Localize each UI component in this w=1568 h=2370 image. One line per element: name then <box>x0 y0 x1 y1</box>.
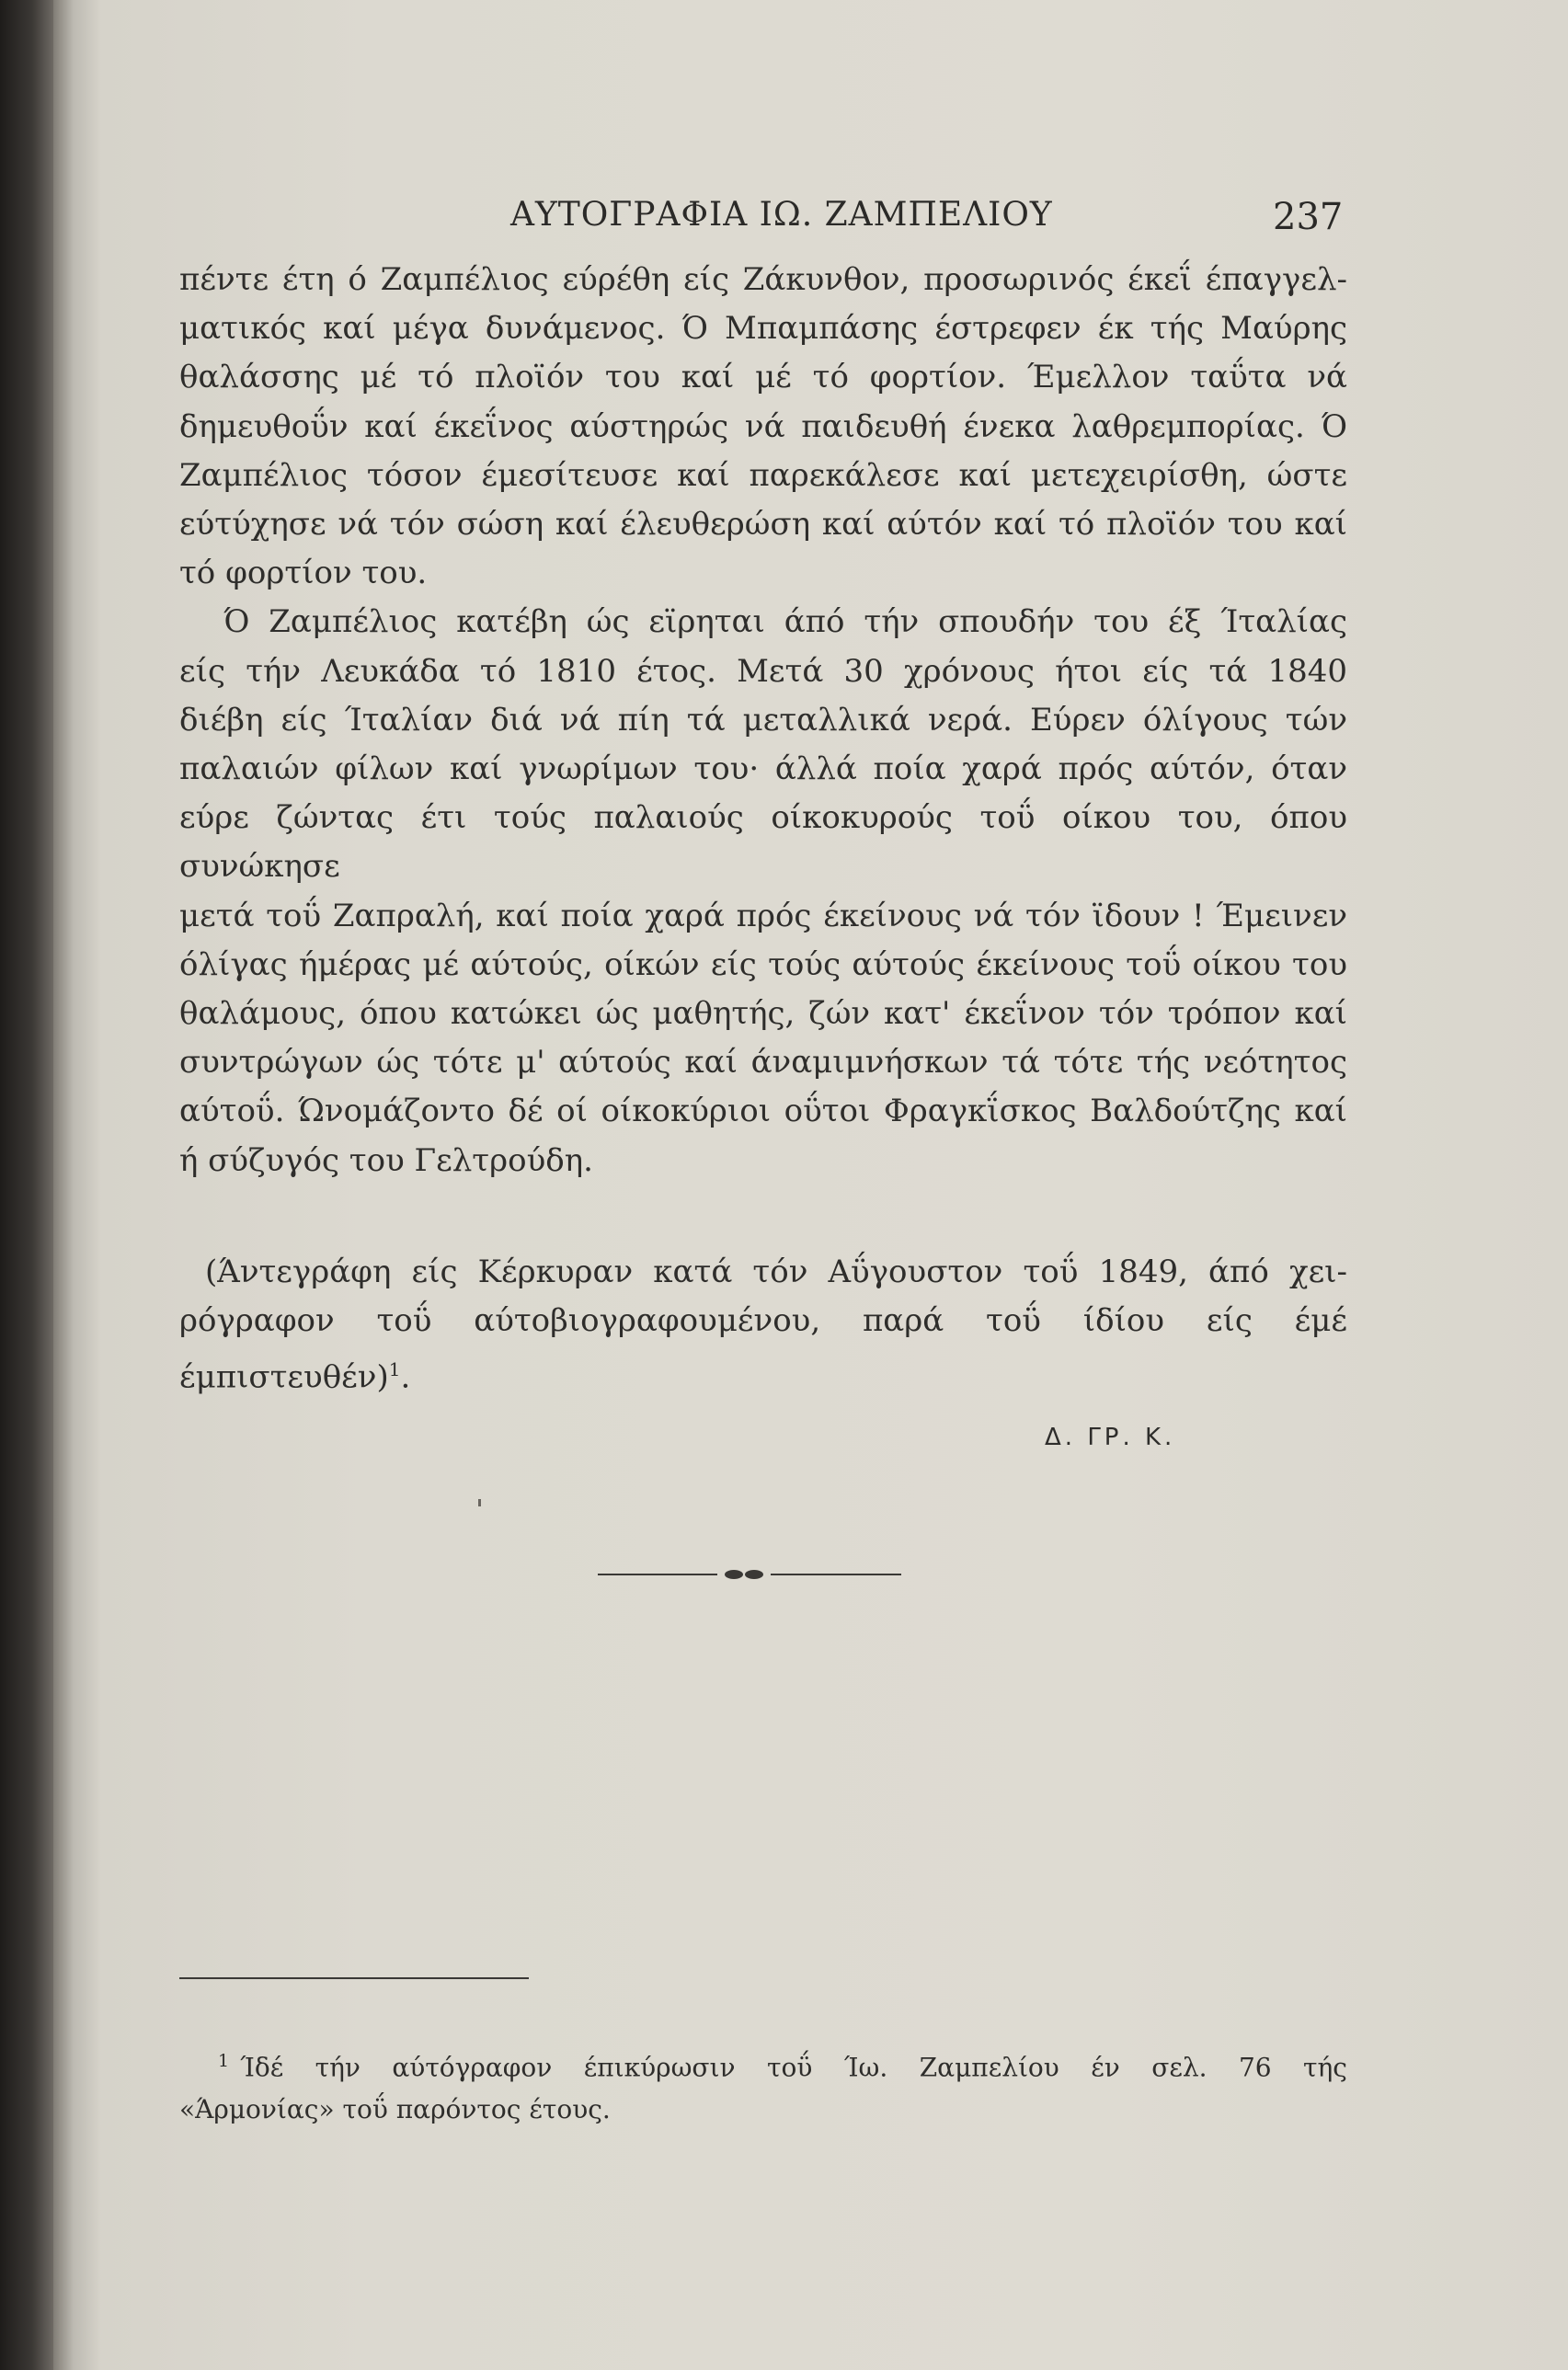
end-punctuation: . <box>400 1358 411 1396</box>
text-line: ή σύζυγός του Γελτρούδη. <box>179 1141 593 1179</box>
book-binding-shadow <box>0 0 53 2370</box>
footnote-marker: 1 <box>218 2051 230 2071</box>
text-line: θαλάμους, όπου κατώκει ώς μαθητής, ζών κατ' έκεΐνον τόν τρόπον καί <box>179 995 1347 1033</box>
paragraph-2 <box>179 598 1347 1185</box>
text-line: διέβη είς Ίταλίαν διά νά πίη τά μεταλλικά νερά. Εύρεν όλίγους τών <box>179 701 1347 738</box>
text-line: ματικός καί μέγα δυνάμενος. Ό Μπαμπάσης έστρεφεν έκ τής Μαύρης <box>179 310 1347 348</box>
text-line: μετά τοΰ Ζαπραλή, καί ποία χαρά πρός έκείνους νά τόν ϊδουν ! Έμεινεν <box>179 897 1347 934</box>
ink-speck <box>478 1499 481 1506</box>
text-line: (Άντεγράφη είς Κέρκυραν κατά τόν Αΰγουστον τοΰ 1849, άπό χει- <box>205 1253 1347 1290</box>
text-line <box>179 1297 1347 1403</box>
text-line: δημευθοΰν καί έκεΐνος αύστηρώς νά παιδευθή ένεκα λαθρεμπορίας. Ό <box>179 407 1347 445</box>
text-line: εύρε ζώντας έτι τούς παλαιούς οίκοκυρούς τοΰ οίκου του, όπου συνώκησε <box>179 799 1347 886</box>
footnote-line: «Άρμονίας» τοΰ παρόντος έτους. <box>179 2094 611 2125</box>
text-line-content: ρόγραφον τοΰ αύτοβιογραφουμένου, παρά τοΰ ίδίου είς έμέ έμπιστευθέν) <box>179 1302 1347 1396</box>
paragraph-3-transcription-note <box>179 1248 1347 1403</box>
footnote-text: Ίδέ τήν αύτόγραφον έπικύρωσιν τοΰ Ίω. Ζαμπελίου έν σελ. 76 τής <box>240 2052 1347 2083</box>
text-line: πέντε έτη ό Ζαμπέλιος εύρέθη είς Ζάκυνθον, προσωρινός έκεΐ έπαγγελ- <box>179 261 1347 298</box>
text-line: τό φορτίον του. <box>179 555 428 592</box>
footnote-separator <box>179 1977 529 1979</box>
text-line: εύτύχησε νά τόν σώση καί έλευθερώση καί αύτόν καί τό πλοϊόν του καί <box>179 506 1347 544</box>
text-line: Ζαμπέλιος τόσον έμεσίτευσε καί παρεκάλεσε καί μετεχειρίσθη, ώστε <box>179 456 1347 494</box>
text-line: παλαιών φίλων καί γνωρίμων του· άλλά ποία χαρά πρός αύτόν, όταν <box>179 750 1347 788</box>
text-line: θαλάσσης μέ τό πλοϊόν του καί μέ τό φορτίον. Έμελλον ταΰτα νά <box>179 359 1347 396</box>
paragraph-1 <box>179 256 1347 598</box>
text-line: Ό Ζαμπέλιος κατέβη ώς εϊρηται άπό τήν σπουδήν του έξ Ίταλίας <box>223 603 1347 641</box>
page-header <box>0 189 1568 244</box>
page-number: 237 <box>1273 196 1344 238</box>
signature-initials: Δ. ΓΡ. Κ. <box>1045 1424 1176 1451</box>
text-line: είς τήν Λευκάδα τό 1810 έτος. Μετά 30 χρόνους ήτοι είς τά 1840 <box>179 652 1347 690</box>
footnotes <box>179 2040 1347 2131</box>
text-line: συντρώγων ώς τότε μ' αύτούς καί άναμιμνήσκων τά τότε τής νεότητος <box>179 1044 1347 1082</box>
text-line: αύτοΰ. Ώνομάζοντο δέ οί οίκοκύριοι οΰτοι Φραγκΐσκος Βαλδούτζης καί <box>179 1093 1347 1130</box>
footnote-reference: 1 <box>388 1358 401 1381</box>
section-end-ornament <box>598 1563 901 1586</box>
body-text <box>179 256 1347 1403</box>
footnote-line <box>179 2040 1347 2089</box>
running-title: ΑΥΤΟΓΡΑΦΙΑ ΙΩ. ΖΑΜΠΕΛΙΟΥ <box>510 196 1053 234</box>
text-line: όλίγας ήμέρας μέ αύτούς, οίκών είς τούς αύτούς έκείνους τοΰ οίκου του <box>179 945 1347 983</box>
